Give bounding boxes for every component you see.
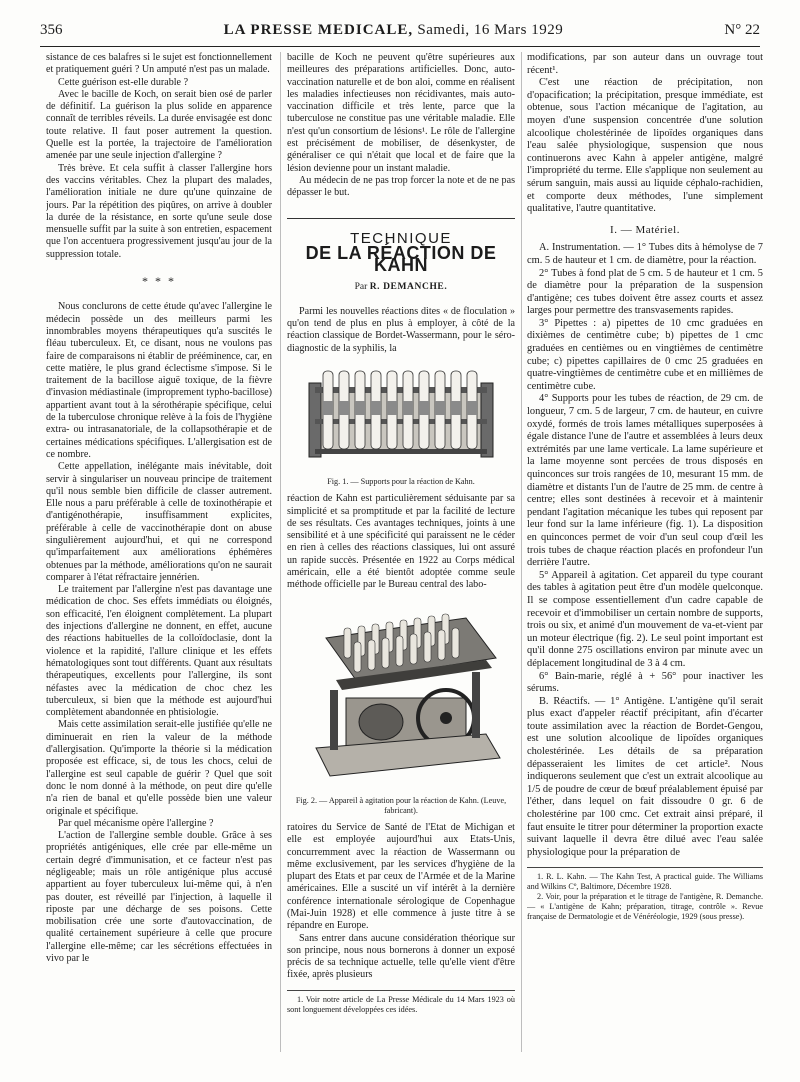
paragraph: Au médecin de ne pas trop forcer la note et de ne pas dépasser le but.: [287, 174, 515, 199]
paragraph: Le traitement par l'allergine n'est pas davantage une médication de choc. Ses effets immédiats ou éloignés, son efficacité, l'en éloignent complètement. La plupart des injections d'allergine ne donnent, en effet, aucune des réactions habituelles de la colloïdoclasie, dont la violence et la rapidité, l'allure clinique et les effets hématologiques sont tout différents. Quant aux résultats thérapeutiques, excellents pour l'allergine, ils sont néfastes avec la médication de choc chez les tuberculeux, si bien que la méthode est aujourd'hui complètement abandonnée en phtisiologie.: [46, 584, 272, 719]
footnotes: [527, 867, 763, 922]
footnote: 1. R. L. Kahn. — The Kahn Test, A practical guide. The Williams and Wilkins Cº, Baltimore, Décembre 1928.: [527, 872, 763, 892]
page-number: 356: [40, 22, 63, 38]
page-header: [40, 22, 760, 47]
paragraph: réaction de Kahn est particulièrement séduisante par sa simplicité et sa promptitude et par la facilité de lecture de ses résultats. Ces avantages techniques, joints à une sensibilité et à une spécificité qui paraissent ne le céder en rien à celles des réactions classiques, lui ont assuré un rapide succès. Présentée en 1922 au Corps médical américain, elle a été bientôt adoptée comme seule méthode officielle par le Bureau central des labo-: [287, 493, 515, 591]
figure-1: [287, 361, 515, 487]
paragraph: Sans entrer dans aucune considération théorique sur son principe, nous nous bornerons à donner un exposé précis de sa technique actuelle, telle qu'elle vient d'être fixée, après plusieurs: [287, 932, 515, 981]
paragraph: Parmi les nouvelles réactions dites « de floculation » qu'on tend de plus en plus à employer, à côté de la réaction classique de Bordet-Wassermann, pour le séro-diagnostic de la syphilis, la: [287, 305, 515, 354]
paragraph: 6° Bain-marie, réglé à + 56° pour inactiver les sérums.: [527, 670, 763, 695]
paragraph: Très brève. Et cela suffit à classer l'allergine hors des vaccins véritables. Chez la plupart des malades, l'amélioration initiale ne dure qu'une quinzaine de jours. Par la répétition des piqûres, on arrive à doubler la durée de la résistance, en sorte qu'une seule dose mensuelle suffit par la suite à son entretien, espacement que l'on accentuera progressivement jusqu'au jour de la suppression totale.: [46, 162, 272, 260]
column-2: [287, 52, 515, 1072]
author-name: R. DEMANCHE.: [369, 282, 448, 293]
tube-rack-illustration: [301, 361, 501, 469]
paragraph: Avec le bacille de Koch, on serait bien osé de parler de définitif. La guérison la plus solide en apparence connaît de terribles réveils. La durée envisagée est donc toute relative. Il faut poser autrement la question. Quelle est la portée, la trajectoire de l'amélioration amenée par une seule injection d'allergine ?: [46, 88, 272, 162]
paragraph: 2° Tubes à fond plat de 5 cm. 5 de hauteur et 1 cm. 5 de diamètre pour la préparation de la suspension d'antigène; ces tubes doivent être assez courts et assez larges pour permettre des transvasements rapides.: [527, 267, 763, 317]
figure-caption: Fig. 2. — Appareil à agitation pour la réaction de Kahn. (Leuve, fabricant).: [295, 795, 507, 815]
footnote: 1. Voir notre article de La Presse Médicale du 14 Mars 1923 où sont longuement développées ces idées.: [287, 994, 515, 1014]
paragraph: A. Instrumentation. — 1° Tubes dits à hémolyse de 7 cm. 5 de hauteur et 1 cm. de diamètre, pour la réaction.: [527, 242, 763, 266]
paragraph: 3° Pipettes : a) pipettes de 10 cmc graduées en dixièmes de centimètre cube; b) pipettes de 1 cmc graduées en centièmes ou en vingtièmes de centimètre cube; c) pipettes capillaires de 0 cmc 25 graduées en quatre-vingtièmes de centimètre cube et en millièmes de centimètre cube.: [527, 317, 763, 392]
byline: [287, 281, 515, 293]
paragraph: bacille de Koch ne peuvent qu'être supérieures aux meilleures des préparations artificielles. Donc, auto-vaccination naturelle et de bon aloi, comme en réalisent les maladies infectieuses non récidivantes, mais auto-vaccination difficile et très lente, parce que la tuberculose ne constitue pas une véritable maladie. Elle n'est qu'un consortium de lésions¹. Le rôle de l'allergine est précisément de mobiliser, de désenkyster, de généraliser ce qui n'était que local et de faire que la lésion devienne pour un instant maladie.: [287, 52, 515, 174]
paragraph: Par quel mécanisme opère l'allergine ?: [58, 817, 214, 829]
section-separator: * * *: [142, 274, 176, 289]
byline-prefix: Par: [354, 282, 368, 293]
journal-name: LA PRESSE MEDICALE,: [223, 22, 414, 38]
paragraph: ratoires du Service de Santé de l'Etat de Michigan et elle est employée aujourd'hui aux Etats-Unis, concurremment avec la réaction de Wassermann ou même exclusivement, par les services d'hygiène de la plupart des Etats et par ceux de l'Armée et de la Marine américaines. Elle a suscité un vif intérêt à la dernière conférence internationale sérologique de Copenhague (Mai-Juin 1928) et elle commence à juste titre à se répandre en Europe.: [287, 821, 515, 932]
masthead: [224, 22, 564, 39]
paragraph: C'est une réaction de précipitation, non d'opacification; la précipitation, presque immédiate, est obtenue, sous l'action mécanique de l'agitation, au moyen d'une suspension concentrée d'une solution alcoolique cholestérinée de lipoïdes organiques dans l'eau salée physiologique, suspension que nous continuerons avec Kahn à appeler antigène, malgré l'impropriété du terme. Elle s'applique non seulement au sérum sanguin, mais aussi au liquide céphalo-rachidien, et comporte deux méthodes, l'une simplement qualitative, l'autre quantitative.: [527, 77, 763, 215]
paragraph: 4° Supports pour les tubes de réaction, de 29 cm. de longueur, 7 cm. 5 de largeur, 7 cm. de hauteur, en cuivre oxydé, formés de trois lames métalliques superposées à égale distance l'une de l'autre et assemblées à leurs deux extrémités par une lame verticale. La lame supérieure et la lame moyenne sont percées de trous disposés en quinconces sur trois rangées de 10, mesurant 15 mm. de diamètre et distants l'un de l'autre de 25 mm. de centre à centre; elles sont destinées à recevoir et à maintenir pendant l'agitation mécanique les tubes qui reposent par leur fond sur la lame inférieure (fig. 1). La disposition en quinconces permet de voir d'un seul coup d'œil les trois tubes de chaque réaction placés en profondeur l'un derrière l'autre.: [527, 393, 763, 569]
paragraph: 5° Appareil à agitation. Cet appareil du type courant des tables à agitation peut être d'un modèle quelconque. Il se compose essentiellement d'un cadre capable de recevoir et d'immobiliser un certain nombre de supports, trois ou six, et animé d'un mouvement de va-et-vient par un moteur électrique (fig. 2). Le seul point important est qu'il donne 275 oscillations environ par minute avec un déplacement longitudinal de 3 à 4 cm.: [527, 569, 763, 669]
figure-caption: Fig. 1. — Supports pour la réaction de Kahn.: [327, 477, 475, 487]
article-title: [287, 218, 515, 276]
issue-date: Samedi, 16 Mars 1929: [417, 22, 564, 38]
agitation-apparatus-illustration: [296, 598, 506, 788]
paragraph: Cette guérison est-elle durable ?: [58, 76, 189, 88]
title-line: DE LA RÉACTION DE KAHN: [305, 242, 497, 276]
paragraph: Nous conclurons de cette étude qu'avec l'allergine le médecin possède un des meilleurs parmi les innombrables moyens thérapeutiques qu'a suscités le fléau tuberculeux. Et, ce disant, nous ne voulons pas faire de comparaisons ni établir de prééminence, car, en cette matière, le plus grand éclectisme s'impose. Si le traitement de la bacillose aiguë toxique, de la fièvre d'invasion médiastinale (improprement typho-bacillose) appartient avant tout à la sérothérapie spécifique, celui de la tuberculose chronique relève à la fois de l'hygiène extra- ou intrasanatoriale, de la collapsothérapie et de certaines médications spécifiques. L'allergisation est de ce nombre.: [46, 301, 272, 460]
column-3: [527, 52, 763, 1072]
column-divider: [521, 52, 522, 1052]
footnotes: [287, 990, 515, 1015]
paragraph: sistance de ces balafres si le sujet est fonctionnellement et pratiquement guéri ? Un amputé n'est pas un malade.: [46, 52, 272, 76]
paragraph: modifications, par son auteur dans un ouvrage tout récent¹.: [527, 52, 763, 76]
section-heading: I. — Matériel.: [610, 223, 680, 236]
issue-number: N° 22: [724, 22, 760, 38]
column-1: [46, 52, 272, 1072]
title-line: TECHNIQUE: [350, 229, 452, 247]
paragraph: Cette appellation, inélégante mais inévitable, doit servir à singulariser un nouveau principe de traitement qu'il nous semble bien difficile de classer autrement. Elle nous a paru préférable à celle de toxinothérapie et d'antigénothérapie, insuffisamment explicites, préférable à celle de vaccinothérapie dont on abuse singulièrement aujourd'hui, et qui ne correspond qu'imparfaitement aux améliorations éphémères obtenues par la méthode, améliorations qu'on ne saurait comparer à l'état réfractaire jennérien.: [46, 461, 272, 583]
paragraph: L'action de l'allergine semble double. Grâce à ses propriétés antigéniques, elle crée par elle-même un certain degré d'immunisation, et ce facteur n'est pas négligeable; mais un rôle antigénique plus accusé appartient au foyer tuberculeux lui-même qui, à n'en pas douter, est réveillé par l'injection, à laquelle il riposte par une décharge de ses poisons. Cette mobilisation crée une sorte d'autovaccination, de qualité certainement supérieure à celle que procure l'allergine elle-même; car les sécrétions effectuées in vivo par le: [46, 830, 272, 965]
figure-2: [287, 598, 515, 816]
column-divider: [280, 52, 281, 1052]
paragraph: B. Réactifs. — 1° Antigène. L'antigène qu'il serait plus exact d'appeler réactif précipitant, afin d'écarter toute assimilation avec la réaction de Bordet-Gengou, est une solution alcoolique de lipoïdes organiques cholestérinée. Les détails de sa préparation dépasseraient les limites de cet article². Nous indiquerons seulement que c'est un extrait alcoolique au 1/5 de poudre de cœur de bœuf préalablement épuisé par l'éther, dans lequel on fait dissoudre 0 gr. 6 de cholestérine par 100 cmc. Cet extrait ainsi préparé, il faut ensuite le titrer pour déterminer la proportion exacte suivant laquelle il devra être dilué avec l'eau salée physiologique pour la préparation de: [527, 695, 763, 858]
footnote: 2. Voir, pour la préparation et le titrage de l'antigène, R. Demanche. — « L'antigène de Kahn; préparation, titrage, contrôle ». Revue française de Dermatologie et de Vénéréologie, 1929 (sous presse).: [527, 892, 763, 922]
paragraph: Mais cette assimilation serait-elle justifiée qu'elle ne diminuerait en rien la valeur de la méthode d'allergisation. Qu'importe la théorie si la médication proposée est efficace, si, de tous les chocs, celui de l'allergine est seul capable de guérir ? Quel que soit donc le nom donné à la méthode, on peut dire qu'elle n'a rien de banal et qu'elle possède bien une valeur originale et spécifique.: [46, 719, 272, 817]
